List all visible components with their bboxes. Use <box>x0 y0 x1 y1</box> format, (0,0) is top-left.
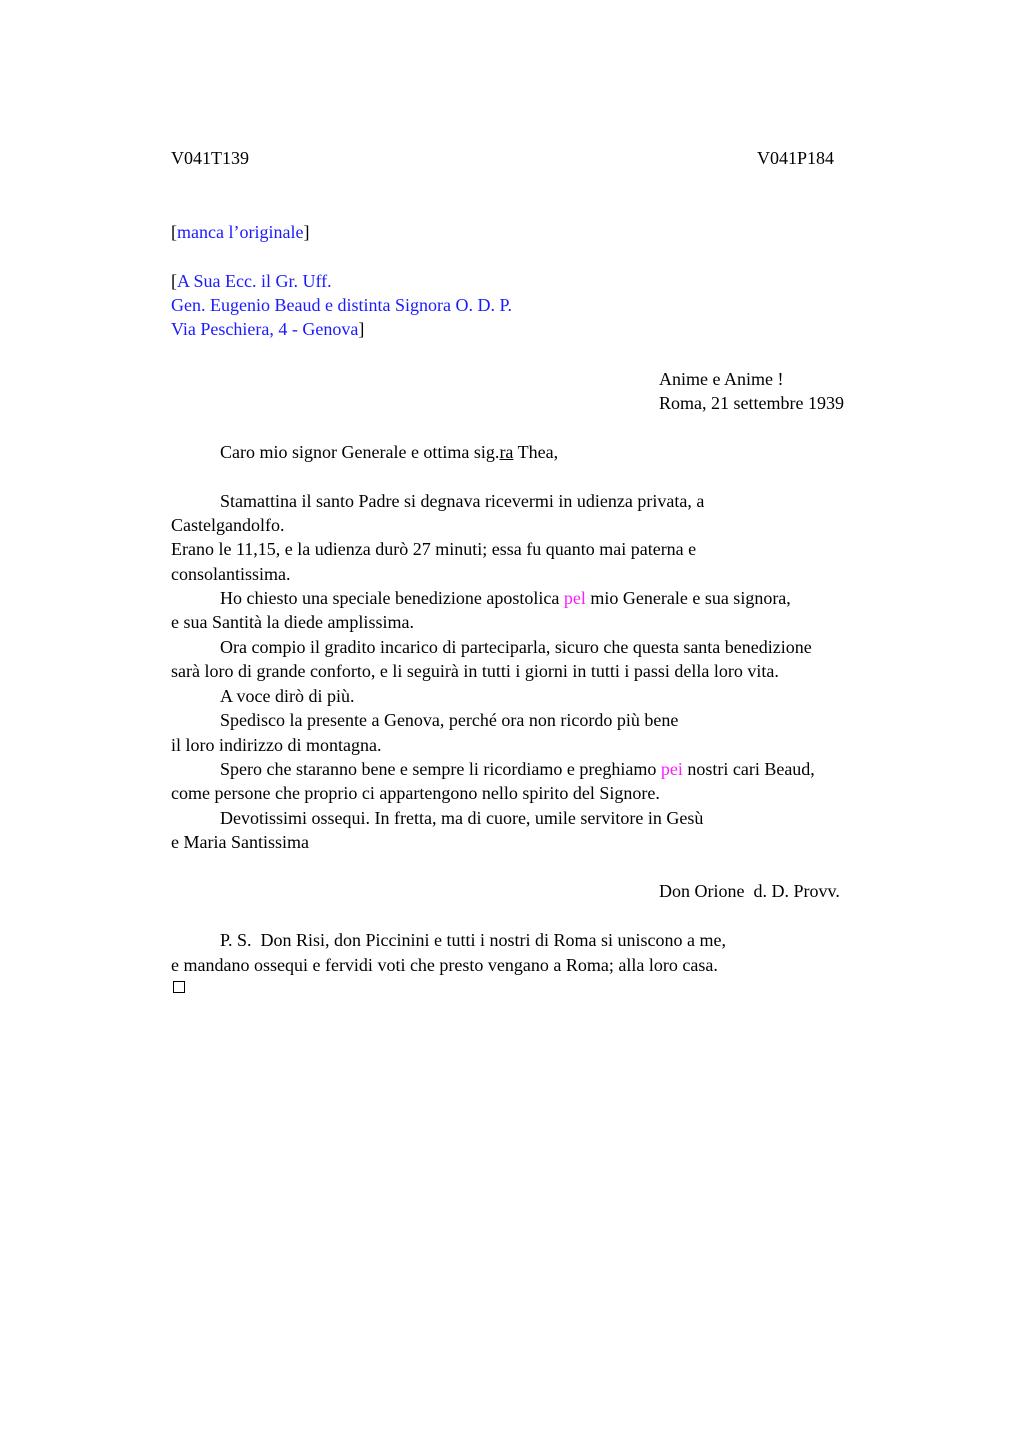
body-line: il loro indirizzo di montagna. <box>171 735 382 755</box>
recipient-line-3 <box>171 317 364 341</box>
body-line: Erano le 11,15, e la udienza durò 27 minuti; essa fu quanto mai paterna e <box>171 539 697 559</box>
document-code-right: V041P184 <box>757 148 835 168</box>
body-line: consolantissima. <box>171 564 291 584</box>
document-code-left: V041T139 <box>171 148 249 168</box>
recipient-address: Via Peschiera, 4 - Genova <box>171 319 359 339</box>
end-marker-box <box>173 981 185 993</box>
body-line: Stamattina il santo Padre si degnava ricevermi in udienza privata, a <box>220 491 705 511</box>
salutation-text: Caro mio signor Generale e ottima sig. <box>220 442 500 462</box>
body-line: Ora compio il gradito incarico di parteciparla, sicuro che questa santa benedizione <box>220 637 812 657</box>
body-line: e sua Santità la diede amplissima. <box>171 612 414 632</box>
body-line: Devotissimi ossequi. In fretta, ma di cuore, umile servitore in Gesù <box>220 808 704 828</box>
bracket-open: [ <box>171 271 177 291</box>
note-text: manca l’originale <box>177 222 304 242</box>
body-text: mio Generale e sua signora, <box>585 588 791 608</box>
body-text: nostri cari Beaud, <box>682 759 815 779</box>
body-line: Spedisco la presente a Genova, perché ora non ricordo più bene <box>220 710 679 730</box>
salutation <box>220 440 558 464</box>
bracket-close: ] <box>303 222 310 242</box>
missing-original-note <box>171 220 309 244</box>
body-line <box>220 586 791 610</box>
salutation-name: Thea, <box>513 442 559 462</box>
place-date: Roma, 21 settembre 1939 <box>659 393 844 413</box>
recipient-title: A Sua Ecc. il Gr. Uff. <box>177 271 332 291</box>
bracket-close: ] <box>358 319 365 339</box>
highlighted-word: pel <box>563 588 586 608</box>
recipient-line-2: Gen. Eugenio Beaud e distinta Signora O. D. P. <box>171 295 512 315</box>
signature: Don Orione d. D. Provv. <box>659 881 840 901</box>
salutation-abbrev: ra <box>499 442 514 462</box>
body-text: Ho chiesto una speciale benedizione apostolica <box>220 588 564 608</box>
body-line: A voce dirò di più. <box>220 686 355 706</box>
recipient-line-1 <box>171 269 332 293</box>
body-line: sarà loro di grande conforto, e li seguirà in tutti i giorni in tutti i passi della loro vita. <box>171 661 779 681</box>
body-text: Spero che staranno bene e sempre li ricordiamo e preghiamo <box>220 759 661 779</box>
body-line: e Maria Santissima <box>171 832 309 852</box>
postscript-line-2: e mandano ossequi e fervidi voti che presto vengano a Roma; alla loro casa. <box>171 955 718 975</box>
body-line: Castelgandolfo. <box>171 515 285 535</box>
postscript-line-1: P. S. Don Risi, don Piccinini e tutti i nostri di Roma si uniscono a me, <box>220 930 727 950</box>
body-line <box>220 757 815 781</box>
body-line: come persone che proprio ci appartengono nello spirito del Signore. <box>171 783 660 803</box>
highlighted-word: pei <box>660 759 683 779</box>
bracket-open: [ <box>171 222 177 242</box>
motto: Anime e Anime ! <box>659 369 784 389</box>
